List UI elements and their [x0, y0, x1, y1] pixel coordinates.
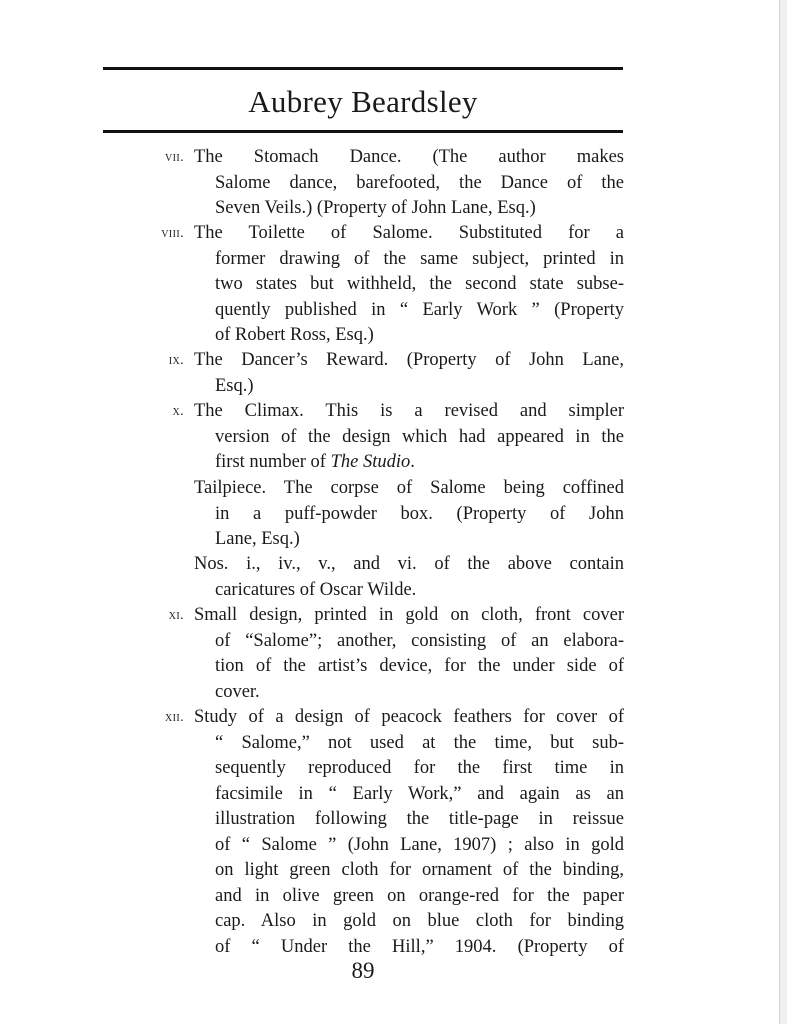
entry-line: Small design, printed in gold on cloth, front cover	[194, 605, 624, 625]
entry-line: in a puff-powder box. (Property of John	[215, 503, 624, 524]
entry-number: ix.	[168, 353, 184, 368]
entry-line: The Toilette of Salome. Substituted for a	[194, 223, 624, 243]
entry-viii	[140, 221, 624, 349]
entry-x	[140, 399, 624, 476]
entry-line: of “ Salome ” (John Lane, 1907) ; also in gold	[215, 834, 624, 855]
entry-line	[194, 450, 624, 476]
entry-line: two states but withheld, the second state subse-	[215, 274, 624, 294]
entry-number: vii.	[165, 150, 184, 165]
entry-number: xi.	[168, 608, 184, 623]
entry-line: The Climax. This is a revised and simpler	[194, 401, 624, 421]
entry-line: The Stomach Dance. (The author makes	[194, 147, 624, 167]
header-rule-bottom	[103, 130, 623, 133]
entry-xii	[140, 705, 624, 960]
entry-number: x.	[172, 404, 184, 419]
entry-line: Tailpiece. The corpse of Salome being coffined	[194, 478, 624, 498]
entry-line: on light green cloth for ornament of the binding,	[215, 860, 624, 880]
entry-vii	[140, 145, 624, 222]
entry-tailpiece	[140, 476, 624, 553]
entry-line-punct: .	[410, 452, 415, 472]
page-number: 89	[351, 958, 375, 983]
entry-line: of “Salome”; another, consisting of an elabora-	[215, 630, 624, 651]
entry-caricatures-note	[140, 552, 624, 603]
entry-line: Lane, Esq.)	[215, 529, 300, 549]
entry-line: Study of a design of peacock feathers for cover of	[194, 707, 624, 727]
entry-number: xii.	[165, 710, 184, 725]
entry-line: cap. Also in gold on blue cloth for binding	[215, 911, 624, 931]
entry-line: former drawing of the same subject, printed in	[215, 248, 624, 269]
entry-line: quently published in “ Early Work ” (Property	[215, 299, 624, 320]
entry-ix	[140, 348, 624, 399]
entry-line: tion of the artist’s device, for the under side of	[215, 656, 624, 676]
entry-number: viii.	[161, 226, 184, 241]
entry-line-text: first number of	[215, 452, 326, 472]
entry-line: caricatures of Oscar Wilde.	[215, 579, 417, 600]
entry-line: and in olive green on orange-red for the paper	[215, 885, 624, 906]
entry-xi	[140, 603, 624, 705]
entry-line: Salome dance, barefooted, the Dance of the	[215, 172, 624, 193]
entry-line: of Robert Ross, Esq.)	[215, 325, 374, 345]
entry-line: illustration following the title-page in reissue	[215, 809, 624, 829]
entry-line: “ Salome,” not used at the time, but sub-	[215, 732, 624, 753]
entry-line: facsimile in “ Early Work,” and again as an	[215, 783, 624, 804]
entry-line: of “ Under the Hill,” 1904. (Property of	[215, 936, 624, 957]
header-rule-top	[103, 67, 623, 70]
entry-line: Seven Veils.) (Property of John Lane, Esq.)	[215, 198, 536, 218]
journal-title: The Studio	[330, 452, 411, 472]
entry-line: sequently reproduced for the first time in	[215, 758, 624, 778]
entry-line: The Dancer’s Reward. (Property of John Lane,	[194, 350, 624, 370]
entry-line: version of the design which had appeared in the	[215, 426, 624, 447]
entry-line: cover.	[215, 681, 260, 702]
entry-line: Esq.)	[215, 375, 254, 396]
entry-line: Nos. i., iv., v., and vi. of the above contain	[194, 554, 624, 574]
running-head: Aubrey Beardsley	[248, 84, 478, 119]
